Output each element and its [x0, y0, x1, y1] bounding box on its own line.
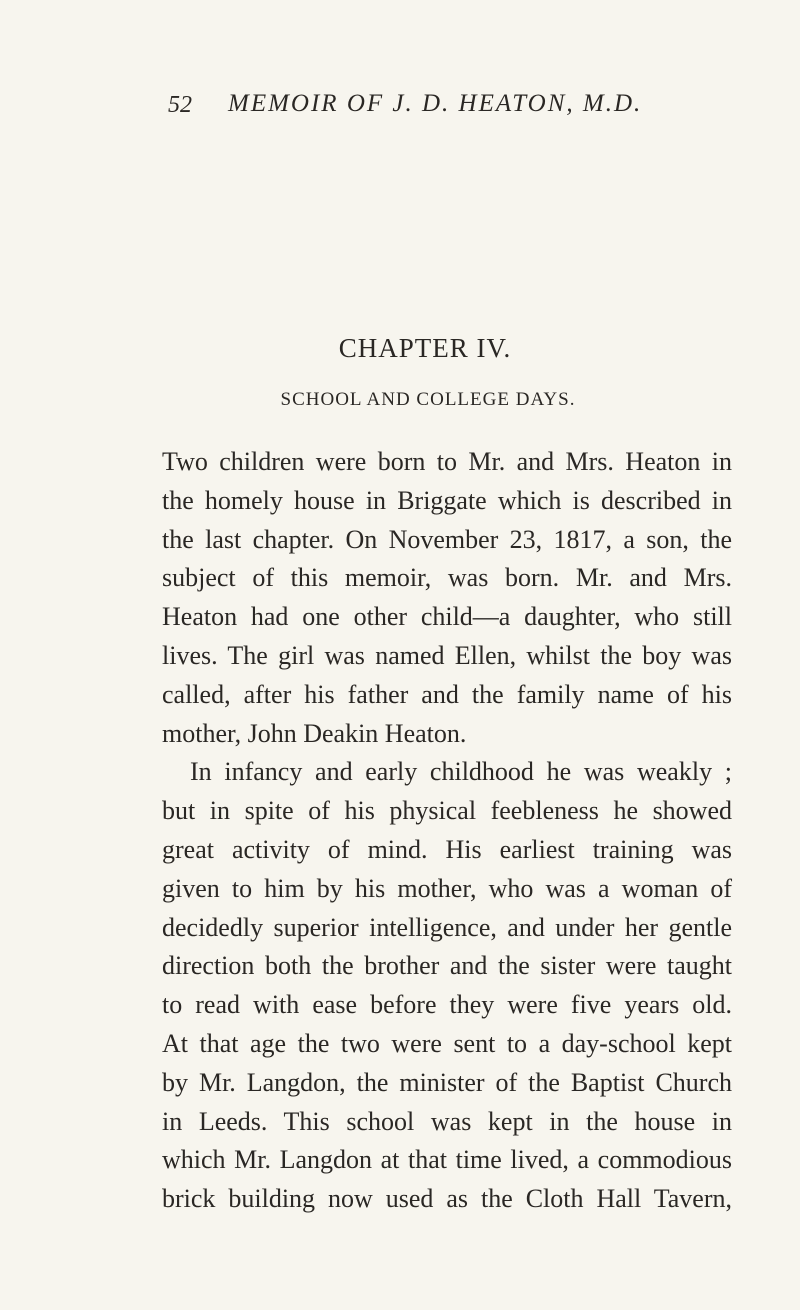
- text-line: brick building now used as the Cloth Hall Tavern,: [162, 1184, 732, 1214]
- text-line: In infancy and early childhood he was weakly ;: [190, 757, 732, 787]
- text-line: mother, John Deakin Heaton.: [162, 718, 467, 748]
- text-line: but in spite of his physical feebleness he showed: [162, 796, 732, 826]
- text-line: direction both the brother and the sister were taught: [162, 951, 732, 981]
- text-line: the homely house in Briggate which is described in: [162, 485, 732, 515]
- text-line: called, after his father and the family name of his: [162, 679, 732, 709]
- running-head: MEMOIR OF J. D. HEATON, M.D.: [228, 90, 643, 117]
- text-line: At that age the two were sent to a day-school kept: [162, 1028, 732, 1058]
- body-text: [162, 443, 732, 1219]
- page-number: 52: [168, 92, 192, 118]
- text-line: lives. The girl was named Ellen, whilst the boy was: [162, 640, 732, 670]
- text-line: Heaton had one other child—a daughter, who still: [162, 602, 732, 632]
- text-line: the last chapter. On November 23, 1817, a son, the: [162, 524, 732, 554]
- text-line: Two children were born to Mr. and Mrs. Heaton in: [162, 447, 732, 476]
- text-line: which Mr. Langdon at that time lived, a commodious: [162, 1145, 732, 1175]
- text-line: subject of this memoir, was born. Mr. and Mrs.: [162, 563, 732, 593]
- text-line: great activity of mind. His earliest training was: [162, 834, 732, 864]
- text-line: to read with ease before they were five years old.: [162, 990, 732, 1020]
- text-line: by Mr. Langdon, the minister of the Baptist Church: [162, 1067, 732, 1097]
- chapter-title: CHAPTER IV.: [338, 333, 512, 363]
- text-line: in Leeds. This school was kept in the house in: [162, 1106, 732, 1136]
- text-line: given to him by his mother, who was a woman of: [162, 873, 732, 903]
- text-line: decidedly superior intelligence, and under her gentle: [162, 912, 732, 942]
- chapter-subtitle: SCHOOL AND COLLEGE DAYS.: [280, 389, 576, 410]
